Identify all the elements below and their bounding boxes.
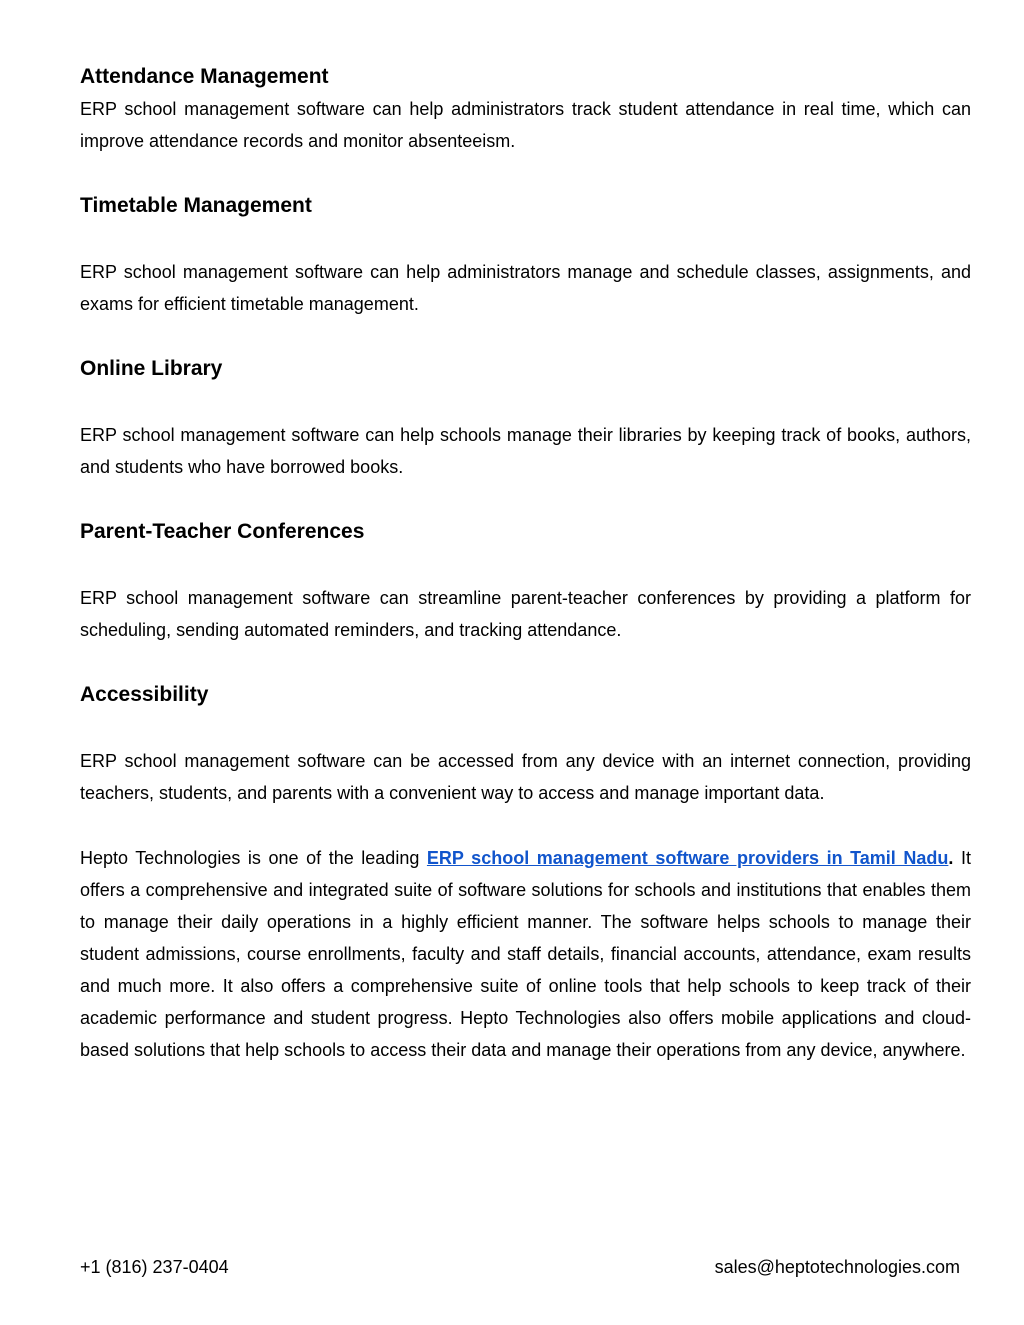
footer-email: sales@heptotechnologies.com (714, 1257, 960, 1277)
section-heading: Online Library (80, 357, 223, 380)
document-body (80, 61, 971, 1066)
erp-providers-link[interactable]: ERP school management software providers in Tamil Nadu (426, 848, 949, 868)
closing-period: . (948, 848, 954, 868)
section-attendance-management (80, 61, 971, 157)
section-heading: Timetable Management (80, 194, 312, 217)
section-body: ERP school management software can help administrators manage and schedule classes, assignments, and exams for efficient timetable management. (80, 262, 971, 314)
section-body: ERP school management software can help schools manage their libraries by keeping track of books, authors, and students who have borrowed books. (80, 425, 971, 477)
section-heading: Attendance Management (80, 65, 329, 88)
section-body: ERP school management software can streamline parent-teacher conferences by providing a platform for scheduling, sending automated reminders, and tracking attendance. (80, 588, 971, 640)
section-parent-teacher-conferences (80, 516, 971, 646)
section-online-library (80, 353, 971, 483)
section-accessibility (80, 679, 971, 809)
closing-paragraph (80, 842, 971, 1066)
section-heading: Parent-Teacher Conferences (80, 520, 365, 543)
closing-lead: Hepto Technologies is one of the leading (80, 848, 427, 868)
section-timetable-management (80, 190, 971, 320)
closing-rest: It offers a comprehensive and integrated suite of software solutions for schools and institutions that enables them to manage their daily operations in a highly efficient manner. The software helps schools to manage their student admissions, course enrollments, faculty and staff details, financial accounts, attendance, exam results and much more. It also offers a comprehensive suite of online tools that help schools to keep track of their academic performance and student progress. Hepto Technologies also offers mobile applications and cloud-based solutions that help schools to access their data and manage their operations from any device, anywhere. (80, 848, 971, 1060)
footer-phone: +1 (816) 237-0404 (80, 1257, 229, 1277)
section-heading: Accessibility (80, 683, 209, 706)
section-body: ERP school management software can be accessed from any device with an internet connection, providing teachers, students, and parents with a convenient way to access and manage important data. (80, 751, 971, 803)
page-footer (80, 1253, 960, 1281)
section-body: ERP school management software can help administrators track student attendance in real time, which can improve attendance records and monitor absenteeism. (80, 99, 971, 151)
